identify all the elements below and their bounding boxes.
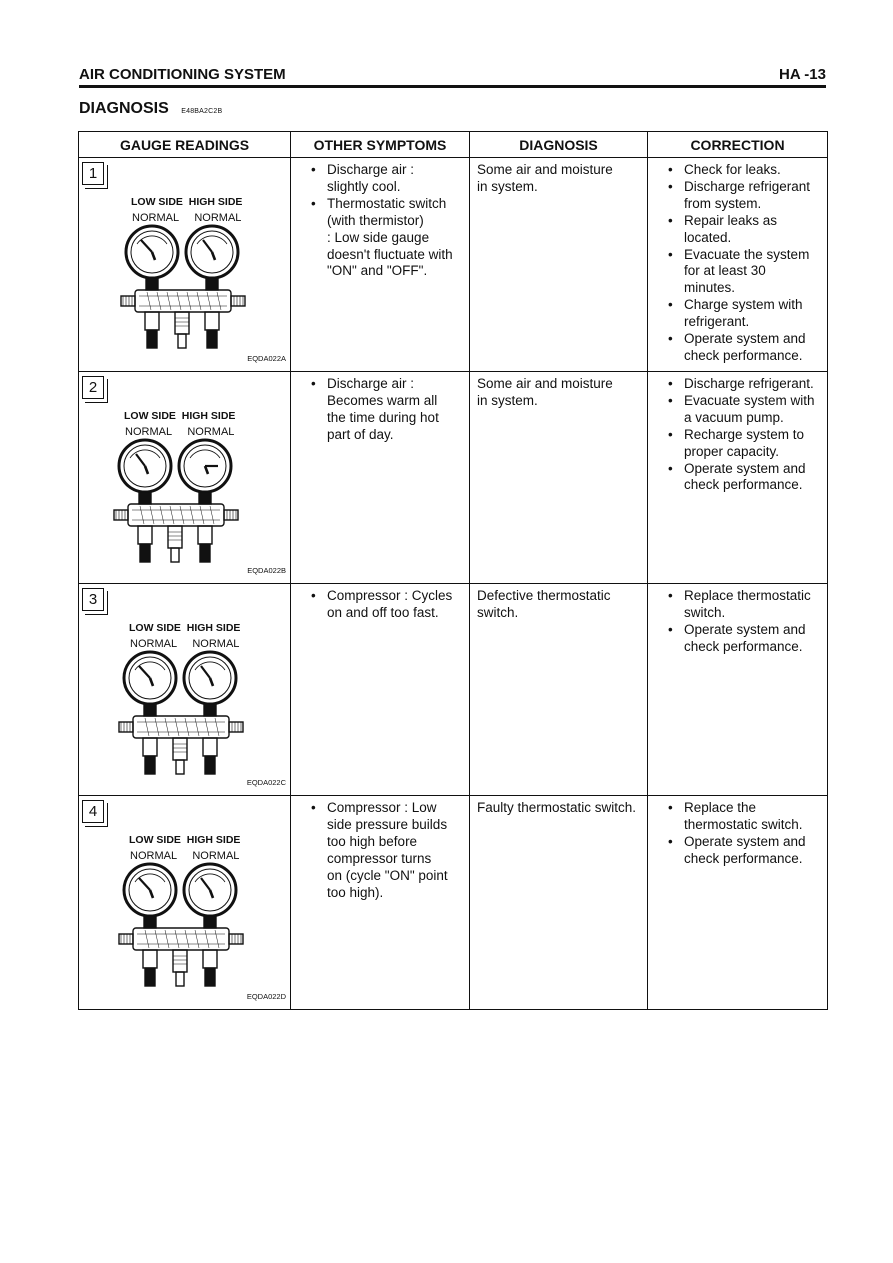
row-number: 2	[82, 376, 104, 399]
correction-line: • Operate system and	[684, 833, 806, 849]
gauge-values: NORMAL NORMAL	[125, 426, 235, 438]
symptom-line: compressor turns	[327, 850, 432, 866]
diagnosis-line: in system.	[477, 178, 538, 194]
correction-line: located.	[684, 229, 732, 245]
symptom-item	[311, 162, 469, 196]
col-gauge-readings: GAUGE READINGS	[79, 132, 291, 158]
correction-line: • Discharge refrigerant	[684, 178, 811, 194]
symptom-line: • Discharge air :	[327, 376, 415, 391]
correction-item	[668, 213, 827, 247]
table-row	[79, 158, 828, 372]
low-side-label: LOW SIDE HIGH SIDE	[129, 622, 241, 634]
correction-line: thermostatic switch.	[684, 816, 803, 832]
correction-line: • Recharge system to	[684, 426, 805, 442]
correction-cell	[648, 796, 828, 1010]
correction-item	[668, 179, 827, 213]
correction-item	[668, 393, 827, 427]
correction-line: • Operate system and	[684, 331, 806, 347]
other-symptoms-cell	[291, 584, 470, 796]
correction-line: • Operate system and	[684, 460, 806, 476]
correction-item	[668, 427, 827, 461]
correction-line: from system.	[684, 195, 762, 211]
correction-line: • Operate system and	[684, 621, 806, 637]
symptom-line: "ON" and "OFF".	[327, 263, 428, 279]
low-side-label: LOW SIDE HIGH SIDE	[131, 196, 243, 208]
correction-item	[668, 588, 827, 622]
symptom-line: too high).	[327, 884, 384, 900]
diagnosis-cell	[470, 796, 648, 1010]
page-header	[79, 64, 826, 86]
correction-item	[668, 622, 827, 656]
diagnosis-cell	[470, 158, 648, 372]
symptom-line: Becomes warm all	[327, 392, 438, 408]
correction-item	[668, 162, 827, 179]
correction-line: refrigerant.	[684, 314, 750, 330]
section-title: AIR CONDITIONING SYSTEM	[79, 66, 286, 83]
table-row	[79, 796, 828, 1010]
other-symptoms-cell	[291, 372, 470, 584]
other-symptoms-cell	[291, 796, 470, 1010]
diagnosis-line: Defective thermostatic	[477, 588, 611, 603]
figure-code: EQDA022B	[247, 566, 286, 576]
symptom-item	[311, 800, 469, 901]
gauge-readings-cell	[79, 584, 291, 796]
symptom-line: side pressure builds	[327, 816, 448, 832]
gauge-manifold-illustration	[117, 222, 252, 367]
correction-line: • Evacuate system with	[684, 392, 815, 408]
diagnosis-code: E48BA2C2B	[181, 108, 223, 115]
symptom-line: • Compressor : Low	[327, 800, 437, 815]
symptom-line: the time during hot	[327, 409, 439, 425]
figure-code: EQDA022C	[246, 778, 286, 788]
symptom-line: : Low side gauge	[327, 229, 430, 245]
correction-line: proper capacity.	[684, 443, 780, 459]
diagnosis-line: Some air and moisture	[477, 162, 613, 177]
other-symptoms-cell	[291, 158, 470, 372]
row-number: 3	[82, 588, 104, 611]
gauge-readings-cell	[79, 372, 291, 584]
gauge-manifold-illustration	[115, 648, 250, 793]
low-side-label: LOW SIDE HIGH SIDE	[129, 834, 241, 846]
diagnosis-line: Faulty thermostatic switch.	[477, 800, 637, 815]
diagnosis-cell	[470, 584, 648, 796]
correction-line: • Evacuate the system	[684, 246, 810, 262]
correction-item	[668, 331, 827, 365]
symptom-line: • Thermostatic switch	[327, 195, 447, 211]
symptom-item	[311, 196, 469, 281]
symptom-item	[311, 588, 469, 622]
correction-item	[668, 461, 827, 495]
correction-cell	[648, 584, 828, 796]
correction-item	[668, 297, 827, 331]
diagnosis-heading	[79, 100, 222, 118]
correction-line: check performance.	[684, 477, 803, 493]
correction-cell	[648, 158, 828, 372]
symptom-line: on (cycle "ON" point	[327, 867, 448, 883]
correction-line: check performance.	[684, 638, 803, 654]
symptom-item	[311, 376, 469, 444]
correction-item	[668, 800, 827, 834]
correction-line: • Repair leaks as	[684, 212, 778, 228]
col-correction: CORRECTION	[648, 132, 828, 158]
correction-item	[668, 376, 827, 393]
correction-cell	[648, 372, 828, 584]
table-row	[79, 372, 828, 584]
correction-line: check performance.	[684, 850, 803, 866]
page-number: HA -13	[779, 66, 826, 83]
row-number: 4	[82, 800, 104, 823]
figure-code: EQDA022D	[246, 992, 286, 1002]
correction-line: • Replace thermostatic	[684, 588, 811, 603]
col-other-symptoms: OTHER SYMPTOMS	[291, 132, 470, 158]
col-diagnosis: DIAGNOSIS	[470, 132, 648, 158]
symptom-line: • Discharge air :	[327, 162, 415, 177]
diagnosis-line: Some air and moisture	[477, 376, 613, 391]
correction-line: a vacuum pump.	[684, 409, 784, 425]
symptom-line: doesn't fluctuate with	[327, 246, 453, 262]
diagnosis-line: switch.	[477, 604, 519, 620]
correction-line: for at least 30	[684, 263, 766, 279]
diagnosis-title: DIAGNOSIS	[79, 100, 169, 117]
correction-line: • Discharge refrigerant.	[684, 376, 814, 391]
correction-line: • Charge system with	[684, 297, 803, 313]
symptom-line: (with thermistor)	[327, 212, 424, 228]
symptom-line: • Compressor : Cycles	[327, 588, 453, 603]
gauge-values: NORMAL NORMAL	[130, 638, 240, 650]
diagnosis-line: in system.	[477, 392, 538, 408]
symptom-line: on and off too fast.	[327, 604, 439, 620]
gauge-manifold-illustration	[110, 436, 245, 581]
row-number: 1	[82, 162, 104, 185]
correction-item	[668, 247, 827, 298]
gauge-values: NORMAL NORMAL	[132, 212, 242, 224]
symptom-line: too high before	[327, 833, 418, 849]
correction-line: • Check for leaks.	[684, 162, 781, 177]
correction-line: check performance.	[684, 347, 803, 363]
header-rule	[79, 85, 826, 88]
correction-item	[668, 834, 827, 868]
correction-line: • Replace the	[684, 800, 757, 815]
diagnosis-cell	[470, 372, 648, 584]
low-side-label: LOW SIDE HIGH SIDE	[124, 410, 236, 422]
gauge-manifold-illustration	[115, 860, 250, 1005]
symptom-line: slightly cool.	[327, 178, 401, 194]
figure-code: EQDA022A	[247, 354, 286, 364]
diagnosis-table	[78, 131, 828, 1010]
symptom-line: part of day.	[327, 426, 394, 442]
correction-line: minutes.	[684, 280, 736, 296]
gauge-readings-cell	[79, 158, 291, 372]
gauge-values: NORMAL NORMAL	[130, 850, 240, 862]
table-row	[79, 584, 828, 796]
correction-line: switch.	[684, 604, 726, 620]
gauge-readings-cell	[79, 796, 291, 1010]
